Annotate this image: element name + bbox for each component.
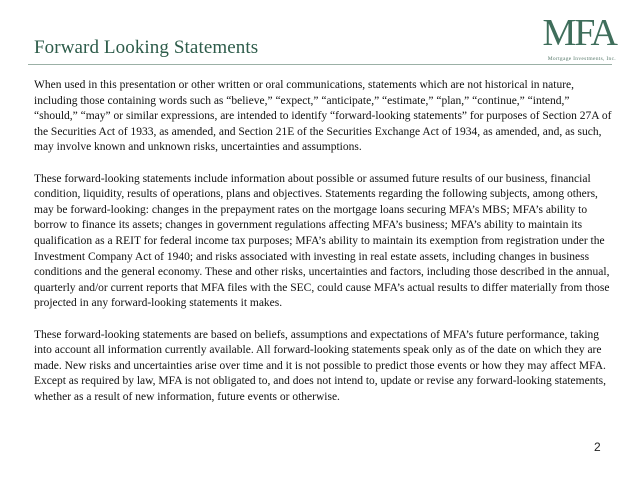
paragraph-3: These forward-looking statements are based on beliefs, assumptions and expectations of MFA’s future performance, taking into account all information currently available. All forward-looking statements speak only as of the date on which they are made. New risks and uncertainties arise over time and it is not possible to predict those events or how they may affect MFA. Except as required by law, MFA is not obligated to, and does not intend to, update or revise any forward-looking statements, whether as a result of new information, future events or otherwise. <box>34 328 606 403</box>
header-divider <box>28 64 612 65</box>
page-number: 2 <box>594 440 601 454</box>
company-logo <box>516 14 616 64</box>
slide-header <box>0 0 640 70</box>
paragraph-2: These forward-looking statements include information about possible or assumed future results of our business, financial condition, liquidity, results of operations, plans and objectives. Statements regarding the following subjects, among others, may be forward-looking: changes in the prepayment rates on the mortgage loans securing MFA’s MBS; MFA’s ability to borrow to finance its assets; changes in government regulations affecting MFA’s business; MFA’s ability to maintain its qualification as a REIT for federal income tax purposes; MFA’s ability to maintain its exemption from registration under the Investment Company Act of 1940; and risks associated with investing in real estate assets, including changes in business conditions and the general economy. These and other risks, uncertainties and factors, including those described in the annual, quarterly and/or current reports that MFA files with the SEC, could cause MFA’s actual results to differ materially from those projected in any forward-looking statements it makes. <box>34 172 610 310</box>
disclaimer-body <box>34 78 614 421</box>
logo-wordmark: MFA <box>542 12 616 54</box>
paragraph-1: When used in this presentation or other written or oral communications, statements which are not historical in nature, including those containing words such as “believe,” “expect,” “anticipate,” “estimate,” “plan,” “continue,” “intend,” “should,” “may” or similar expressions, are intended to identify “forward-looking statements” for purposes of Section 27A of the Securities Act of 1933, as amended, and Section 21E of the Securities Exchange Act of 1934, as amended, and, as such, may involve known and unknown risks, uncertainties and assumptions. <box>34 79 612 154</box>
logo-subtext: Mortgage Investments, Inc. <box>547 56 616 62</box>
page-title: Forward Looking Statements <box>34 37 259 58</box>
